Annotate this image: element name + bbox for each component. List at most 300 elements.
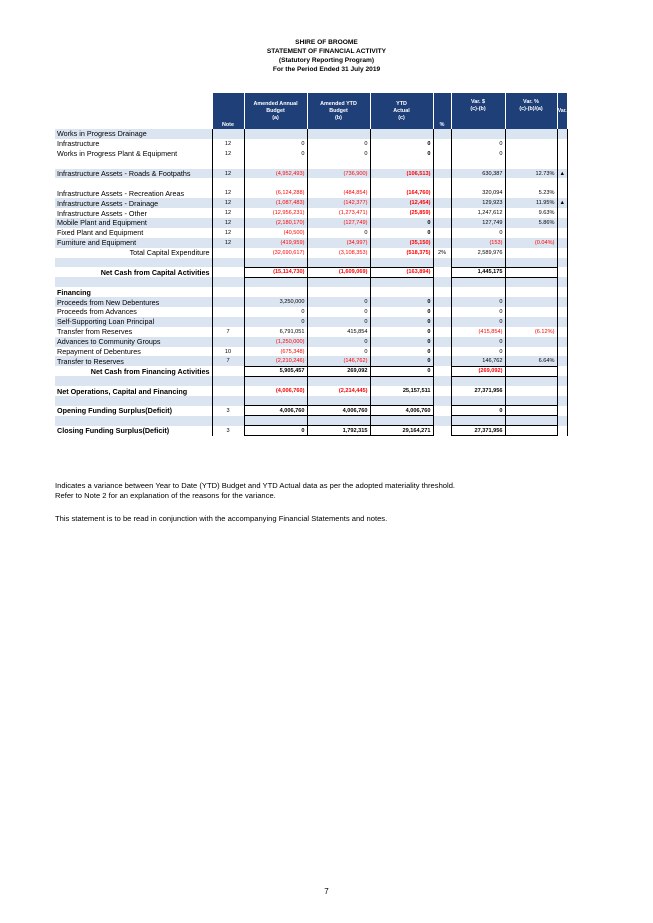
- row-annual-budget: (2,180,170): [244, 218, 307, 228]
- row-var-percent: [505, 159, 557, 169]
- row-var-dollar: 320,094: [451, 188, 505, 198]
- row-note: [212, 337, 244, 347]
- row-annual-budget: [244, 178, 307, 188]
- table-row: [55, 248, 567, 258]
- row-ytd-actual: 0: [370, 139, 433, 149]
- row-var-percent: [505, 277, 557, 287]
- row-ytd-budget: [307, 129, 370, 139]
- row-var-percent: 5.23%: [505, 188, 557, 198]
- table-row: [55, 287, 567, 297]
- row-ytd-actual: [370, 129, 433, 139]
- footer-conjunction-note: This statement is to be read in conjunction with the accompanying Financial Statements and notes.: [55, 514, 388, 523]
- row-annual-budget: [244, 277, 307, 287]
- row-ytd-budget: [307, 396, 370, 406]
- row-ytd-budget: [307, 178, 370, 188]
- row-annual-budget: (4,006,760): [244, 386, 307, 396]
- financial-activity-table: [55, 93, 568, 436]
- table-row: [55, 139, 567, 149]
- row-var-percent: [505, 297, 557, 307]
- row-ytd-budget: 0: [307, 149, 370, 159]
- row-percent: [433, 178, 451, 188]
- row-percent: [433, 258, 451, 268]
- row-var-percent: [505, 376, 557, 386]
- row-var-marker: [557, 159, 567, 169]
- row-var-dollar: 0: [451, 347, 505, 357]
- row-percent: [433, 139, 451, 149]
- row-annual-budget: 0: [244, 307, 307, 317]
- row-percent: [433, 347, 451, 357]
- table-row: [55, 406, 567, 416]
- table-row: [55, 347, 567, 357]
- row-var-percent: [505, 129, 557, 139]
- row-label: Proceeds from Advances: [57, 307, 137, 317]
- row-var-dollar: [451, 277, 505, 287]
- row-annual-budget: 6,791,051: [244, 327, 307, 337]
- row-var-percent: [505, 416, 557, 426]
- row-ytd-actual: (164,760): [370, 188, 433, 198]
- table-row: [55, 129, 567, 139]
- row-annual-budget: [244, 129, 307, 139]
- table-row: [55, 386, 567, 396]
- row-percent: 2%: [433, 248, 451, 258]
- row-label: Self-Supporting Loan Principal: [55, 317, 212, 327]
- row-var-marker: [557, 139, 567, 149]
- row-percent: [433, 267, 451, 277]
- row-ytd-budget: (1,609,069): [307, 267, 370, 277]
- row-note: [212, 129, 244, 139]
- row-var-marker: [557, 347, 567, 357]
- row-note: [212, 307, 244, 317]
- row-label: [55, 258, 212, 268]
- row-var-marker: [557, 277, 567, 287]
- row-ytd-actual: (518,375): [370, 248, 433, 258]
- row-annual-budget: [244, 416, 307, 426]
- row-var-marker: [557, 366, 567, 376]
- row-var-percent: 6.64%: [505, 356, 557, 366]
- row-label: Infrastructure: [57, 139, 100, 149]
- row-ytd-budget: [307, 416, 370, 426]
- row-ytd-actual: 0: [370, 327, 433, 337]
- row-percent: [433, 297, 451, 307]
- row-var-percent: [505, 366, 557, 376]
- row-var-marker: [557, 396, 567, 406]
- table-row: [55, 228, 567, 238]
- row-percent: [433, 376, 451, 386]
- row-var-dollar: 0: [451, 149, 505, 159]
- row-percent: [433, 198, 451, 208]
- row-var-dollar: 0: [451, 317, 505, 327]
- row-var-marker: [557, 406, 567, 416]
- row-ytd-budget: (2,214,445): [307, 386, 370, 396]
- row-var-marker: [557, 228, 567, 238]
- row-note: [212, 267, 244, 277]
- row-ytd-budget: 1,792,315: [307, 426, 370, 436]
- row-ytd-budget: 415,854: [307, 327, 370, 337]
- table-row: [55, 327, 567, 337]
- row-ytd-budget: (484,854): [307, 188, 370, 198]
- row-var-marker: [557, 129, 567, 139]
- row-ytd-budget: [307, 277, 370, 287]
- table-row: [55, 317, 567, 327]
- row-label: Infrastructure Assets - Other: [57, 208, 147, 218]
- row-ytd-actual: 0: [370, 347, 433, 357]
- row-var-marker: ▲: [557, 169, 567, 179]
- row-percent: [433, 327, 451, 337]
- row-ytd-actual: 0: [370, 366, 433, 376]
- page-number: 7: [324, 887, 329, 896]
- row-label: [55, 178, 212, 188]
- row-ytd-actual: [370, 376, 433, 386]
- row-note: [212, 396, 244, 406]
- table-row: [55, 416, 567, 426]
- row-ytd-budget: 0: [307, 297, 370, 307]
- row-note: [212, 386, 244, 396]
- row-note: 12: [212, 228, 244, 238]
- row-ytd-budget: 0: [307, 307, 370, 317]
- row-label: [55, 277, 212, 287]
- row-note: 12: [212, 218, 244, 228]
- row-var-dollar: 1,247,612: [451, 208, 505, 218]
- row-note: [212, 376, 244, 386]
- row-ytd-budget: 0: [307, 139, 370, 149]
- row-var-percent: 9.63%: [505, 208, 557, 218]
- table-row: [55, 396, 567, 406]
- row-percent: [433, 307, 451, 317]
- row-label: Opening Funding Surplus(Deficit): [57, 406, 172, 416]
- row-ytd-budget: 269,092: [307, 366, 370, 376]
- row-annual-budget: (4,952,493): [244, 169, 307, 179]
- row-annual-budget: (1,087,483): [244, 198, 307, 208]
- row-percent: [433, 406, 451, 416]
- table-row: [55, 267, 567, 277]
- row-note: [212, 258, 244, 268]
- row-ytd-actual: 0: [370, 317, 433, 327]
- statement-period: For the Period Ended 31 July 2019: [272, 66, 381, 73]
- row-percent: [433, 218, 451, 228]
- row-annual-budget: 0: [244, 426, 307, 436]
- row-percent: [433, 159, 451, 169]
- row-var-percent: [505, 228, 557, 238]
- table-row: [55, 238, 567, 248]
- row-percent: [433, 149, 451, 159]
- row-label: Works in Progress Plant & Equipment: [57, 149, 178, 159]
- row-var-dollar: (415,854): [451, 327, 505, 337]
- row-note: [212, 248, 244, 258]
- row-var-dollar: 27,371,956: [451, 426, 505, 436]
- table-row: [55, 258, 567, 268]
- table-row: [55, 188, 567, 198]
- row-var-dollar: 630,387: [451, 169, 505, 179]
- row-annual-budget: (6,124,288): [244, 188, 307, 198]
- row-var-dollar: [451, 396, 505, 406]
- row-var-dollar: 0: [451, 139, 505, 149]
- row-var-marker: [557, 218, 567, 228]
- row-label: Infrastructure Assets - Roads & Footpaths: [55, 169, 212, 179]
- row-percent: [433, 169, 451, 179]
- row-var-dollar: 0: [451, 337, 505, 347]
- row-var-dollar: 1,445,175: [451, 267, 505, 277]
- row-note: 12: [212, 188, 244, 198]
- row-ytd-actual: 0: [370, 228, 433, 238]
- row-ytd-budget: (34,997): [307, 238, 370, 248]
- row-ytd-actual: 0: [370, 356, 433, 366]
- row-var-marker: [557, 317, 567, 327]
- row-var-percent: 12.73%: [505, 169, 557, 179]
- row-ytd-actual: (35,150): [370, 238, 433, 248]
- row-var-marker: [557, 426, 567, 436]
- footer-variance-note: Indicates a variance between Year to Date (YTD) Budget and YTD Actual data as per the adopted materiality threshold.: [55, 481, 456, 490]
- row-var-dollar: [451, 159, 505, 169]
- row-note: [212, 159, 244, 169]
- row-note: 3: [212, 426, 244, 436]
- table-row: [55, 297, 567, 307]
- row-note: 12: [212, 238, 244, 248]
- row-var-marker: [557, 188, 567, 198]
- col-var-marker: Var.: [557, 93, 567, 129]
- row-note: 12: [212, 139, 244, 149]
- row-label: Furniture and Equipment: [55, 238, 212, 248]
- row-var-dollar: (269,092): [451, 366, 505, 376]
- row-var-percent: [505, 248, 557, 258]
- row-label: Fixed Plant and Equipment: [57, 228, 144, 238]
- row-var-dollar: 0: [451, 228, 505, 238]
- row-ytd-budget: 0: [307, 228, 370, 238]
- row-var-marker: [557, 287, 567, 297]
- row-percent: [433, 396, 451, 406]
- row-var-percent: [505, 307, 557, 317]
- row-var-marker: [557, 337, 567, 347]
- table-row: [55, 159, 567, 169]
- row-annual-budget: (2,210,246): [244, 356, 307, 366]
- col-percent: %: [433, 93, 451, 129]
- row-var-marker: [557, 149, 567, 159]
- row-ytd-actual: 0: [370, 297, 433, 307]
- row-var-percent: 5.86%: [505, 218, 557, 228]
- row-note: [212, 366, 244, 376]
- row-label: Net Operations, Capital and Financing: [57, 386, 188, 396]
- row-annual-budget: [244, 396, 307, 406]
- row-ytd-budget: 0: [307, 347, 370, 357]
- table-row: [55, 169, 567, 179]
- row-annual-budget: [244, 159, 307, 169]
- row-percent: [433, 317, 451, 327]
- row-note: 12: [212, 198, 244, 208]
- row-var-dollar: [451, 287, 505, 297]
- table-row: [55, 208, 567, 218]
- row-ytd-budget: 0: [307, 337, 370, 347]
- row-var-dollar: 0: [451, 307, 505, 317]
- row-annual-budget: [244, 258, 307, 268]
- table-row: [55, 356, 567, 366]
- row-ytd-actual: (106,513): [370, 169, 433, 179]
- row-note: 10: [212, 347, 244, 357]
- row-var-percent: [505, 178, 557, 188]
- row-ytd-budget: (1,273,471): [307, 208, 370, 218]
- row-label: Works in Progress Drainage: [55, 129, 212, 139]
- row-label: Advances to Community Groups: [55, 337, 212, 347]
- row-percent: [433, 386, 451, 396]
- row-var-dollar: [451, 129, 505, 139]
- row-percent: [433, 277, 451, 287]
- row-annual-budget: (15,114,730): [244, 267, 307, 277]
- row-percent: [433, 129, 451, 139]
- row-ytd-actual: (25,859): [370, 208, 433, 218]
- row-var-dollar: 146,762: [451, 356, 505, 366]
- col-note: Note: [212, 93, 244, 129]
- row-label: [55, 396, 212, 406]
- row-var-marker: ▲: [557, 198, 567, 208]
- table-row: [55, 337, 567, 347]
- row-label: Net Cash from Capital Activities: [100, 267, 210, 277]
- row-var-percent: [505, 258, 557, 268]
- row-var-percent: [505, 426, 557, 436]
- row-label: Mobile Plant and Equipment: [55, 218, 212, 228]
- footer-refer-note: Refer to Note 2 for an explanation of the reasons for the variance.: [55, 491, 276, 500]
- col-var-percent: Var. % (c)-(b)/(a): [505, 93, 557, 129]
- table-row: [55, 366, 567, 376]
- row-ytd-actual: (12,454): [370, 198, 433, 208]
- row-label: Closing Funding Surplus(Deficit): [57, 426, 170, 436]
- row-ytd-actual: 29,164,271: [370, 426, 433, 436]
- row-ytd-actual: (163,894): [370, 267, 433, 277]
- row-var-percent: [505, 139, 557, 149]
- header-blank: [55, 93, 212, 129]
- row-var-percent: [505, 386, 557, 396]
- row-ytd-actual: [370, 396, 433, 406]
- table-row: [55, 149, 567, 159]
- row-var-dollar: (153): [451, 238, 505, 248]
- row-var-percent: [505, 406, 557, 416]
- table-row: [55, 277, 567, 287]
- row-label: Net Cash from Financing Activities: [90, 366, 210, 376]
- row-ytd-actual: [370, 416, 433, 426]
- row-ytd-budget: [307, 258, 370, 268]
- row-var-dollar: [451, 178, 505, 188]
- row-note: [212, 317, 244, 327]
- row-var-marker: [557, 267, 567, 277]
- row-label: Transfer from Reserves: [57, 327, 133, 337]
- row-percent: [433, 356, 451, 366]
- row-var-marker: [557, 356, 567, 366]
- row-note: 3: [212, 406, 244, 416]
- row-ytd-budget: 4,006,760: [307, 406, 370, 416]
- row-var-dollar: 127,749: [451, 218, 505, 228]
- row-ytd-actual: [370, 277, 433, 287]
- row-var-dollar: 129,923: [451, 198, 505, 208]
- row-annual-budget: 5,905,457: [244, 366, 307, 376]
- row-var-marker: [557, 307, 567, 317]
- row-var-percent: 11.95%: [505, 198, 557, 208]
- row-var-percent: [505, 267, 557, 277]
- statement-title: STATEMENT OF FINANCIAL ACTIVITY: [266, 48, 387, 55]
- row-ytd-budget: [307, 376, 370, 386]
- row-ytd-actual: [370, 287, 433, 297]
- row-ytd-actual: [370, 258, 433, 268]
- row-ytd-budget: [307, 287, 370, 297]
- row-ytd-actual: 0: [370, 218, 433, 228]
- col-ytd-actual: YTD Actual (c): [370, 93, 433, 129]
- row-label: Financing: [57, 287, 91, 297]
- row-percent: [433, 287, 451, 297]
- row-ytd-budget: [307, 159, 370, 169]
- col-annual-budget: Amended Annual Budget (a): [244, 93, 307, 129]
- row-ytd-budget: (127,749): [307, 218, 370, 228]
- row-percent: [433, 228, 451, 238]
- row-annual-budget: 3,250,000: [244, 297, 307, 307]
- row-var-percent: (6.12%): [505, 327, 557, 337]
- row-annual-budget: [244, 287, 307, 297]
- row-percent: [433, 337, 451, 347]
- row-var-marker: [557, 376, 567, 386]
- row-ytd-budget: (736,900): [307, 169, 370, 179]
- org-name: SHIRE OF BROOME: [295, 39, 358, 46]
- row-var-marker: [557, 258, 567, 268]
- row-ytd-actual: [370, 178, 433, 188]
- row-ytd-actual: 0: [370, 307, 433, 317]
- row-note: [212, 416, 244, 426]
- row-percent: [433, 416, 451, 426]
- row-var-dollar: 27,371,956: [451, 386, 505, 396]
- col-ytd-budget: Amended YTD Budget (b): [307, 93, 370, 129]
- row-var-percent: [505, 396, 557, 406]
- row-var-percent: [505, 347, 557, 357]
- row-var-marker: [557, 386, 567, 396]
- row-percent: [433, 366, 451, 376]
- table-row: [55, 426, 567, 436]
- row-var-marker: [557, 238, 567, 248]
- col-var-dollar: Var. $ (c)-(b): [451, 93, 505, 129]
- row-note: 12: [212, 149, 244, 159]
- row-percent: [433, 238, 451, 248]
- row-label: [55, 376, 212, 386]
- row-var-marker: [557, 248, 567, 258]
- row-label: Infrastructure Assets - Drainage: [55, 198, 212, 208]
- row-var-dollar: 0: [451, 406, 505, 416]
- row-label: Total Capital Expenditure: [129, 248, 210, 258]
- row-annual-budget: (12,956,231): [244, 208, 307, 218]
- row-note: 7: [212, 327, 244, 337]
- row-var-marker: [557, 208, 567, 218]
- row-var-marker: [557, 416, 567, 426]
- row-var-percent: [505, 287, 557, 297]
- row-annual-budget: 4,006,760: [244, 406, 307, 416]
- row-annual-budget: 0: [244, 149, 307, 159]
- row-ytd-actual: 0: [370, 149, 433, 159]
- row-var-percent: [505, 149, 557, 159]
- row-annual-budget: (40,500): [244, 228, 307, 238]
- row-var-dollar: 0: [451, 297, 505, 307]
- row-note: [212, 277, 244, 287]
- row-annual-budget: 0: [244, 139, 307, 149]
- row-label: [55, 416, 212, 426]
- table-body: [55, 129, 567, 436]
- row-var-dollar: [451, 416, 505, 426]
- row-label: Transfer to Reserves: [55, 356, 212, 366]
- row-var-marker: [557, 297, 567, 307]
- row-note: [212, 287, 244, 297]
- row-ytd-budget: 0: [307, 317, 370, 327]
- row-var-marker: [557, 178, 567, 188]
- row-note: 12: [212, 208, 244, 218]
- row-var-percent: [505, 337, 557, 347]
- row-annual-budget: (1,250,000): [244, 337, 307, 347]
- statement-subtitle: (Statutory Reporting Program): [278, 57, 375, 64]
- row-label: Repayment of Debentures: [57, 347, 141, 357]
- row-annual-budget: (675,348): [244, 347, 307, 357]
- row-ytd-actual: 4,006,760: [370, 406, 433, 416]
- row-ytd-budget: (142,377): [307, 198, 370, 208]
- table-row: [55, 376, 567, 386]
